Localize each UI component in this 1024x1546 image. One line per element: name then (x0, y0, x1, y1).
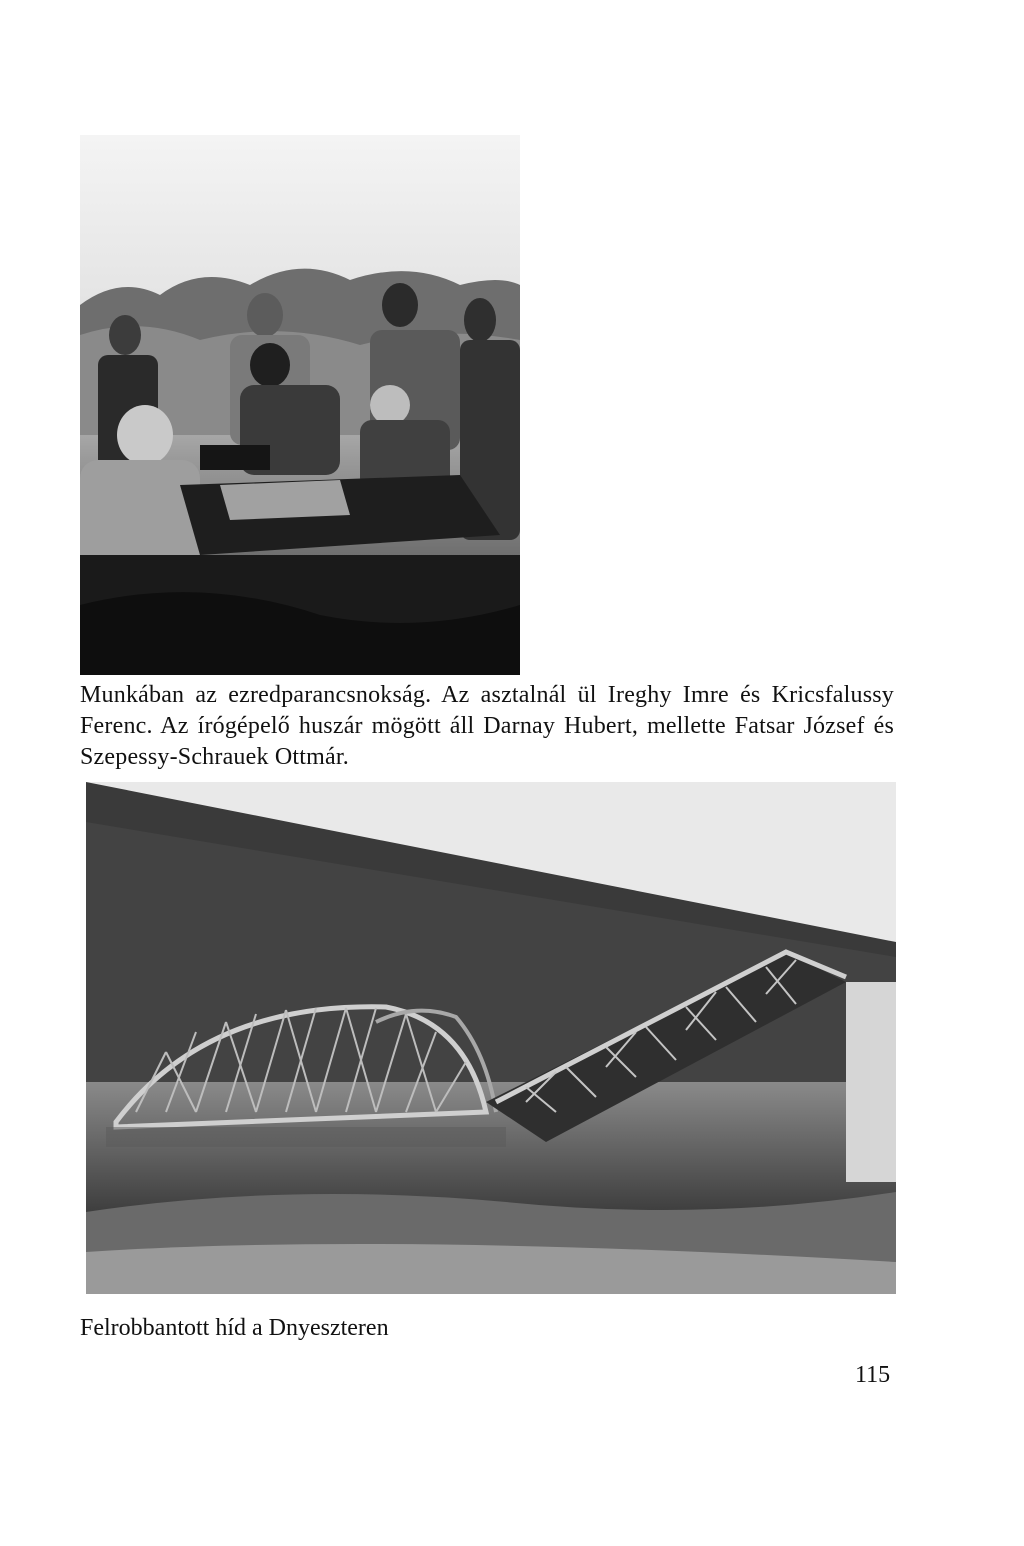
page-number: 115 (855, 1362, 891, 1388)
photo-regiment-headquarters (80, 135, 520, 675)
photo-destroyed-bridge (86, 782, 896, 1294)
figure-caption-headquarters: Munkában az ezredparancsnokság. Az asztalnál ül Ireghy Imre és Kricsfalussy Ferenc. Az írógépelő huszár mögött áll Darnay Hubert, mellette Fatsar József és Szepessy-Schrauek Ottmár. (80, 682, 894, 770)
figure-caption-bridge: Felrobbantott híd a Dnyeszteren (80, 1315, 389, 1341)
